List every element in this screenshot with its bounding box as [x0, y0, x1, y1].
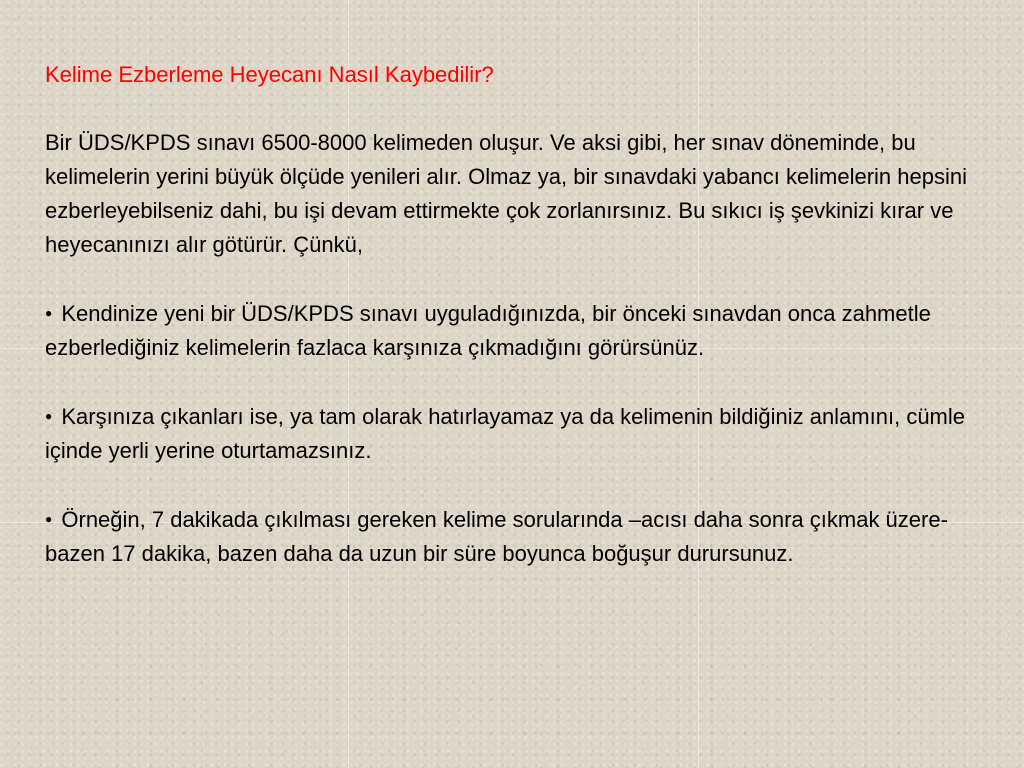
bullet-text: Karşınıza çıkanları ise, ya tam olarak hatırlayamaz ya da kelimenin bildiğiniz anlamını, cümle içinde yerli yerine oturtamazsınız.	[45, 404, 965, 463]
bullet-icon: ●	[45, 306, 53, 320]
intro-paragraph: Bir ÜDS/KPDS sınavı 6500-8000 kelimeden oluşur. Ve aksi gibi, her sınav döneminde, bu kelimelerin yerini büyük ölçüde yenileri alır. Olmaz ya, bir sınavdaki yabancı kelimelerin hepsini ezberleyebilseniz dahi, bu işi devam ettirmekte çok zorlanırsınız. Bu sıkıcı iş şevkinizi kırar ve heyecanınızı alır götürür. Çünkü,	[45, 130, 967, 257]
bullet-item	[45, 399, 995, 468]
bullet-text: Kendinize yeni bir ÜDS/KPDS sınavı uyguladığınızda, bir önceki sınavdan onca zahmetle ezberlediğiniz kelimelerin fazlaca karşınıza çıkmadığını görürsünüz.	[45, 301, 931, 360]
bullet-icon: ●	[45, 512, 53, 526]
slide-content	[45, 58, 995, 571]
bullet-text: Örneğin, 7 dakikada çıkılması gereken kelime sorularında –acısı daha sonra çıkmak üzere- bazen 17 dakika, bazen daha da uzun bir süre boyunca boğuşur durursunuz.	[45, 507, 948, 566]
slide-title: Kelime Ezberleme Heyecanı Nasıl Kaybedilir?	[45, 62, 494, 87]
bullet-item	[45, 502, 995, 571]
bullet-item	[45, 296, 995, 365]
bullet-icon: ●	[45, 409, 53, 423]
